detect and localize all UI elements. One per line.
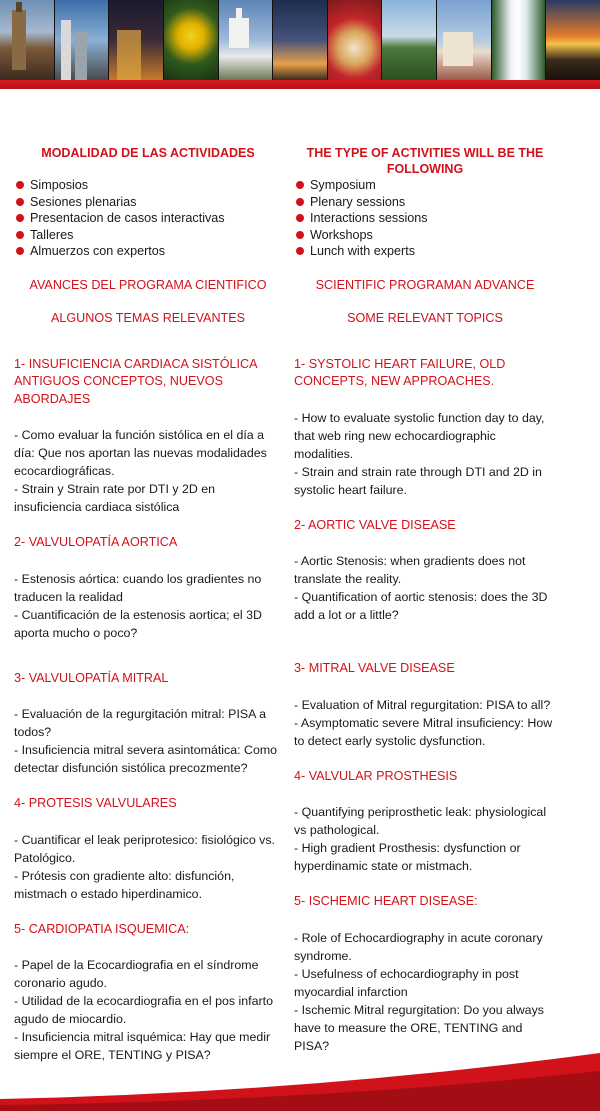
bullet-icon (16, 198, 24, 206)
topic-body: - Quantifying periprosthetic leak: physiological vs pathological. - High gradient Prosthesis: dysfunction or hyperdinamic state or mistmach. (294, 805, 547, 873)
topic-title: 4- PROTESIS VALVULARES (14, 796, 177, 810)
english-column (294, 145, 556, 1055)
list-item: Almuerzos con expertos (14, 243, 282, 260)
spanish-column (14, 145, 282, 1064)
list-item: Interactions sessions (294, 210, 556, 227)
photo-sunset (546, 0, 600, 80)
activities-list (294, 177, 556, 260)
bullet-icon (16, 231, 24, 239)
photo-night-city (109, 0, 164, 80)
photo-palace (219, 0, 274, 80)
topic-body: - Como evaluar la función sistólica en el día a día: Que nos aportan las nuevas modalidades ecocardiográficas. - Strain y Strain rate por DTI y 2D en insuficiencia cardiaca sistólica (14, 428, 267, 514)
activities-heading: THE TYPE OF ACTIVITIES WILL BE THE FOLLOWING (306, 146, 544, 176)
topic-body: - Role of Echocardiography in acute coronary syndrome. - Usefulness of echocardiography in post myocardial infarction - Ischemic Mitral regurgitation: Do you always have to measure the ORE, TENTING and PISA? (294, 930, 544, 1053)
list-item: Sesiones plenarias (14, 194, 282, 211)
topic-body: - Evaluación de la regurgitación mitral: PISA a todos? - Insuficiencia mitral severa asintomática: Como detectar disfunción sistólica precozmente? (14, 707, 278, 775)
photo-city-dusk (273, 0, 328, 80)
topic-title: 2- VALVULOPATÍA AORTICA (14, 535, 178, 549)
photo-embroidery (328, 0, 383, 80)
bottom-swoosh-decoration (0, 1031, 600, 1111)
bullet-icon (296, 214, 304, 222)
list-item: Presentacion de casos interactivas (14, 210, 282, 227)
list-item: Plenary sessions (294, 194, 556, 211)
topic-title: 3- MITRAL VALVE DISEASE (294, 661, 455, 675)
photo-skyline (55, 0, 110, 80)
topic-body: - How to evaluate systolic function day to day, that web ring new echocardiographic modalities. - Strain and strain rate through DTI and 2D in systolic heart failure. (294, 410, 545, 497)
photo-government-house (437, 0, 492, 80)
topic-title: 4- VALVULAR PROSTHESIS (294, 768, 458, 783)
list-item: Talleres (14, 227, 282, 244)
bullet-icon (16, 214, 24, 222)
bullet-icon (296, 198, 304, 206)
bullet-icon (296, 247, 304, 255)
bullet-icon (16, 247, 24, 255)
photo-river (382, 0, 437, 80)
topic-title: 5- CARDIOPATIA ISQUEMICA: (14, 921, 190, 936)
topic-body: - Evaluation of Mitral regurgitation: PISA to all? - Asymptomatic severe Mitral insuficiency: How to detect early systolic dysfunction. (294, 697, 553, 748)
photo-yellow-flower (164, 0, 219, 80)
header-photo-strip (0, 0, 600, 80)
header-red-rule (0, 80, 600, 89)
topics-title: SOME RELEVANT TOPICS (347, 311, 503, 325)
program-title: SCIENTIFIC PROGRAMAN ADVANCE (315, 277, 535, 292)
list-item: Lunch with experts (294, 243, 556, 260)
topic-body: - Estenosis aórtica: cuando los gradientes no traducen la realidad - Cuantificación de la estenosis aortica; el 3D aporta mucho o poco? (14, 571, 262, 640)
topic-title: 1- SYSTOLIC HEART FAILURE, OLD CONCEPTS, NEW APPROACHES. (294, 356, 506, 388)
topic-body: - Aortic Stenosis: when gradients does not translate the reality. - Quantification of aortic stenosis: does the 3D add a lot or a little? (294, 554, 548, 622)
photo-waterfall (492, 0, 547, 80)
list-item: Workshops (294, 227, 556, 244)
activities-list (14, 177, 282, 260)
topic-body: - Papel de la Ecocardiografia en el síndrome coronario agudo. - Utilidad de la ecocardiografia en el pos infarto agudo de miocardio. - Insuficiencia mitral isquémica: Hay que medir siempre el ORE, TENTING y PISA? (14, 958, 273, 1062)
list-item: Simposios (14, 177, 282, 194)
topics-title: ALGUNOS TEMAS RELEVANTES (50, 311, 246, 325)
activities-heading: MODALIDAD DE LAS ACTIVIDADES (41, 146, 255, 160)
list-item: Symposium (294, 177, 556, 194)
bullet-icon (16, 181, 24, 189)
program-title: AVANCES DEL PROGRAMA CIENTIFICO (29, 277, 267, 292)
bullet-icon (296, 181, 304, 189)
topic-title: 5- ISCHEMIC HEART DISEASE: (294, 894, 478, 908)
topic-body: - Cuantificar el leak periprotesico: fisiológico vs. Patológico. - Prótesis con gradiente alto: disfunción, mistmach o estado hiperdinamico. (14, 832, 276, 901)
topic-title: 1- INSUFICIENCIA CARDIACA SISTÓLICA ANTIGUOS CONCEPTOS, NUEVOS ABORDAJES (14, 356, 257, 406)
topic-title: 2- AORTIC VALVE DISEASE (294, 517, 456, 532)
photo-cathedral (0, 0, 55, 80)
topic-title: 3- VALVULOPATÍA MITRAL (14, 670, 169, 685)
bullet-icon (296, 231, 304, 239)
